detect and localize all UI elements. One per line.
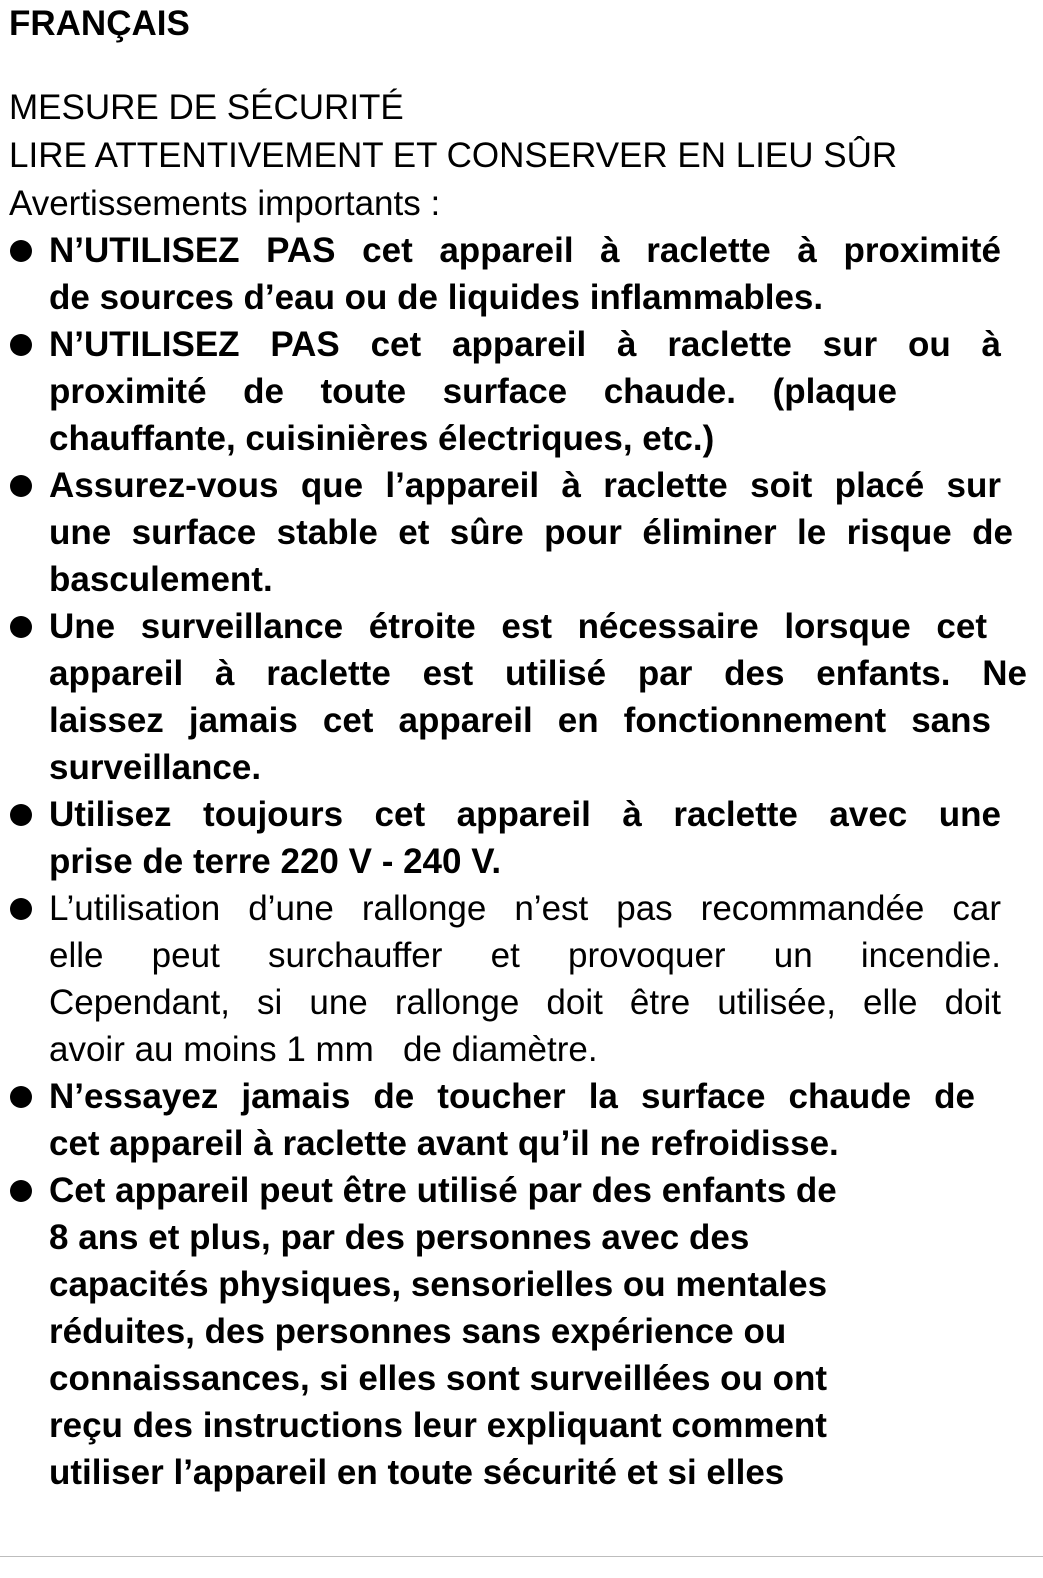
safety-title: MESURE DE SÉCURITÉ bbox=[9, 88, 404, 127]
warning-line: Cependant, si une rallonge doit être utilisée, elle doit bbox=[49, 983, 1001, 1022]
warning-line: basculement. bbox=[49, 560, 273, 599]
warning-line: prise de terre 220 V - 240 V. bbox=[49, 842, 502, 881]
warning-line: Assurez-vous que l’appareil à raclette soit placé sur bbox=[49, 466, 1001, 505]
warning-line: capacités physiques, sensorielles ou mentales bbox=[49, 1265, 828, 1304]
warning-line: Une surveillance étroite est nécessaire lorsque cet bbox=[49, 607, 987, 646]
safety-intro bbox=[9, 84, 961, 228]
warning-line: Cet appareil peut être utilisé par des enfants de bbox=[49, 1171, 837, 1210]
bullet-icon bbox=[10, 616, 32, 638]
language-heading: FRANÇAIS bbox=[9, 4, 190, 43]
warning-line: avoir au moins 1 mm de diamètre. bbox=[49, 1030, 598, 1069]
page-bottom-divider bbox=[0, 1556, 1043, 1557]
warning-line: N’UTILISEZ PAS cet appareil à raclette sur ou à bbox=[49, 325, 1001, 364]
warning-item bbox=[0, 603, 1043, 791]
warning-line: laissez jamais cet appareil en fonctionnement sans bbox=[49, 701, 991, 740]
read-carefully-notice: LIRE ATTENTIVEMENT ET CONSERVER EN LIEU SÛR bbox=[9, 136, 898, 175]
warning-line: de sources d’eau ou de liquides inflammables. bbox=[49, 278, 824, 317]
warning-line: cet appareil à raclette avant qu’il ne refroidisse. bbox=[49, 1124, 839, 1163]
warning-line: connaissances, si elles sont surveillées ou ont bbox=[49, 1359, 828, 1398]
bullet-icon bbox=[10, 1086, 32, 1108]
warning-item bbox=[0, 227, 1043, 321]
warning-line: elle peut surchauffer et provoquer un incendie. bbox=[49, 936, 1001, 975]
bullet-icon bbox=[10, 804, 32, 826]
bullet-icon bbox=[10, 240, 32, 262]
bullet-icon bbox=[10, 1180, 32, 1202]
warning-item bbox=[0, 462, 1043, 603]
warning-item bbox=[0, 1073, 1043, 1167]
warning-line: une surface stable et sûre pour éliminer le risque de bbox=[49, 513, 1013, 552]
warnings-label: Avertissements importants : bbox=[9, 184, 441, 223]
bullet-icon bbox=[10, 898, 32, 920]
warning-line: chauffante, cuisinières électriques, etc.) bbox=[49, 419, 715, 458]
warning-line: surveillance. bbox=[49, 748, 262, 787]
warning-line: N’essayez jamais de toucher la surface chaude de bbox=[49, 1077, 975, 1116]
warning-line: Utilisez toujours cet appareil à raclette avec une bbox=[49, 795, 1001, 834]
warning-line: appareil à raclette est utilisé par des enfants. Ne bbox=[49, 654, 1027, 693]
warning-line: L’utilisation d’une rallonge n’est pas recommandée car bbox=[49, 889, 1001, 928]
warning-item bbox=[0, 791, 1043, 885]
warning-line: reçu des instructions leur expliquant comment bbox=[49, 1406, 827, 1445]
warning-line: 8 ans et plus, par des personnes avec des bbox=[49, 1218, 750, 1257]
warning-line: proximité de toute surface chaude. (plaque bbox=[49, 372, 897, 411]
warning-line: réduites, des personnes sans expérience ou bbox=[49, 1312, 787, 1351]
safety-warnings-list bbox=[0, 227, 1043, 1496]
bullet-icon bbox=[10, 475, 32, 497]
warning-item bbox=[0, 1167, 1043, 1496]
warning-item bbox=[0, 321, 1043, 462]
warning-item bbox=[0, 885, 1043, 1073]
warning-line: utiliser l’appareil en toute sécurité et si elles bbox=[49, 1453, 785, 1492]
bullet-icon bbox=[10, 334, 32, 356]
warning-line: N’UTILISEZ PAS cet appareil à raclette à proximité bbox=[49, 231, 1001, 270]
